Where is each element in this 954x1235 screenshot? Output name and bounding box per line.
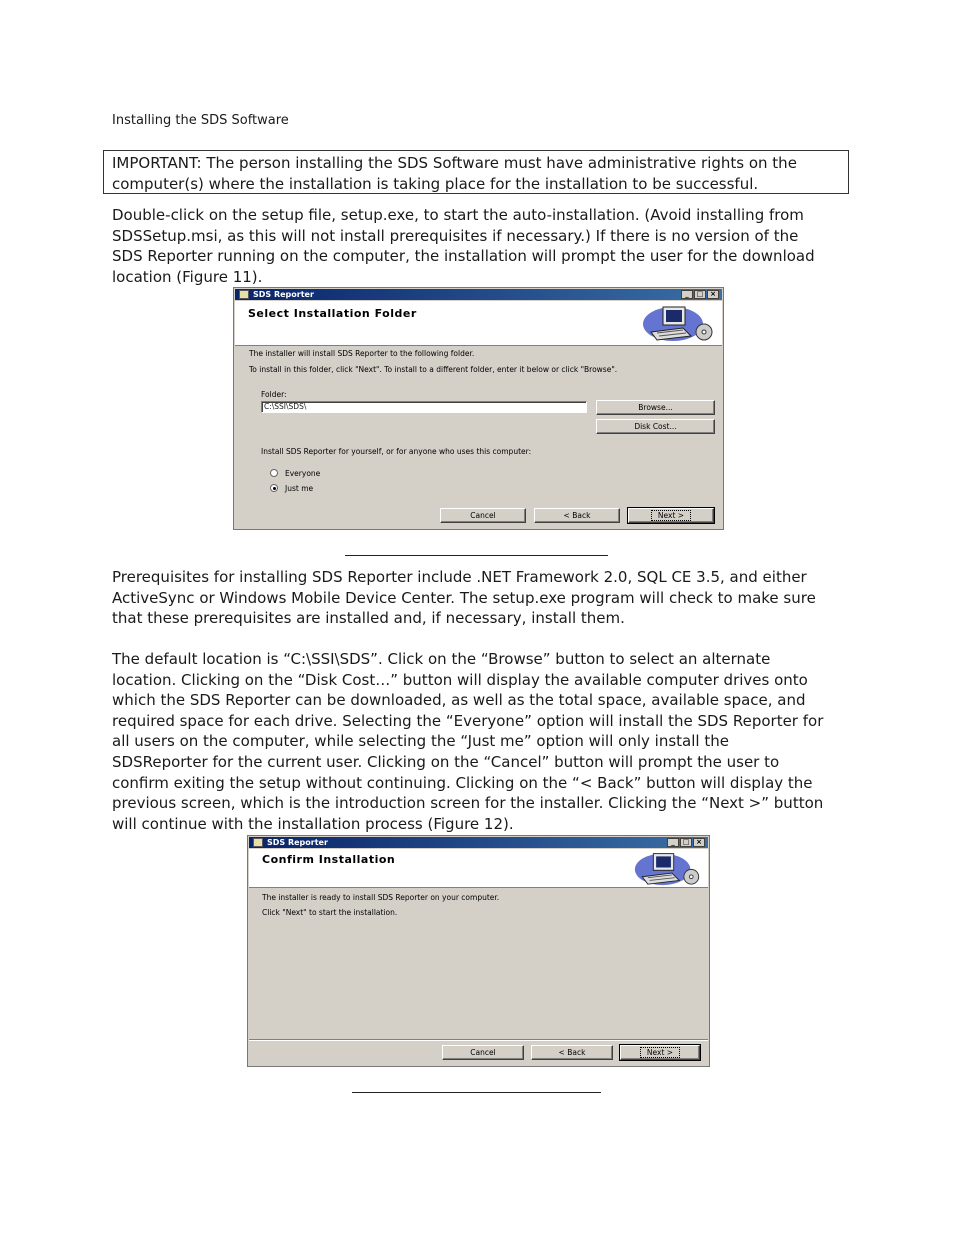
confirm-installation-dialog (247, 835, 710, 1067)
radio-just-me-label: Just me (285, 484, 314, 493)
important-label: IMPORTANT: (112, 154, 202, 172)
next-button-label: Next > (640, 1047, 680, 1058)
folder-label: Folder: (261, 390, 287, 399)
disk-cost-button[interactable]: Disk Cost... (596, 419, 715, 434)
radio-everyone[interactable] (270, 469, 278, 477)
window-title: SDS Reporter (267, 838, 328, 847)
computer-setup-icon (631, 849, 709, 886)
window-title: SDS Reporter (253, 290, 314, 299)
folder-path-input[interactable]: C:\SSI\SDS\ (261, 401, 587, 413)
paragraph-setup-instructions (112, 205, 842, 287)
dialog-titlebar (249, 837, 708, 848)
dialog-titlebar (235, 289, 722, 300)
close-icon[interactable]: × (693, 838, 705, 847)
radio-just-me[interactable] (270, 484, 278, 492)
paragraph-line: SDS Reporter running on the computer, the installation will prompt the user for the download (112, 247, 815, 266)
important-line-2: computer(s) where the installation is taking place for the installation to be successful. (112, 174, 759, 193)
next-button-label: Next > (651, 510, 691, 521)
banner-title: Select Installation Folder (248, 307, 417, 320)
section-heading: Installing the SDS Software (112, 113, 289, 128)
minimize-icon[interactable]: _ (667, 838, 679, 847)
back-button[interactable]: < Back (531, 1045, 613, 1060)
paragraph-line: will continue with the installation process (Figure 12). (112, 814, 514, 833)
important-note (112, 153, 842, 194)
paragraph-line: required space for each drive. Selecting the “Everyone” option will install the SDS Reporter for (112, 711, 824, 730)
cancel-button[interactable]: Cancel (442, 1045, 524, 1060)
dialog-banner (235, 301, 722, 346)
dialog-banner (249, 849, 708, 888)
paragraph-line: The default location is “C:\SSI\SDS”. Click on the “Browse” button to select an alternate (112, 650, 771, 668)
cancel-button[interactable]: Cancel (440, 508, 526, 523)
instruction-text-1: The installer will install SDS Reporter to the following folder. (249, 349, 475, 358)
install-for-text: Install SDS Reporter for yourself, or for anyone who uses this computer: (261, 447, 532, 456)
paragraph-line: ActiveSync or Windows Mobile Device Center. The setup.exe program will check to make sure (112, 588, 816, 607)
paragraph-line: which the SDS Reporter can be downloaded, as well as the total space, available space, and (112, 691, 806, 710)
paragraph-line: SDSSetup.msi, as this will not install prerequisites if necessary.) If there is no version of the (112, 226, 799, 245)
maximize-icon[interactable]: □ (694, 290, 706, 299)
browse-button[interactable]: Browse... (596, 400, 715, 415)
next-button[interactable] (620, 1045, 700, 1060)
figure-caption-line (345, 555, 608, 556)
back-button[interactable]: < Back (534, 508, 620, 523)
instruction-text-2: Click "Next" to start the installation. (262, 908, 398, 917)
footer-separator (249, 1039, 708, 1041)
paragraph-prerequisites (112, 567, 842, 629)
radio-everyone-label: Everyone (285, 469, 321, 478)
paragraph-line: all users on the computer, while selecting the “Just me” option will only install the (112, 732, 729, 751)
paragraph-line: Double-click on the setup file, setup.exe, to start the auto-installation. (Avoid installing from (112, 206, 804, 224)
banner-title: Confirm Installation (262, 853, 396, 866)
installer-app-icon (239, 290, 249, 299)
instruction-text-2: To install in this folder, click "Next". To install to a different folder, enter it below or click "Browse". (249, 365, 618, 374)
paragraph-line: location (Figure 11). (112, 267, 263, 286)
important-line-1: The person installing the SDS Software must have administrative rights on the (201, 154, 797, 172)
instruction-text-1: The installer is ready to install SDS Reporter on your computer. (262, 893, 500, 902)
figure-caption-line (352, 1092, 601, 1093)
paragraph-line: Prerequisites for installing SDS Reporter include .NET Framework 2.0, SQL CE 3.5, and either (112, 568, 807, 586)
paragraph-line: location. Clicking on the “Disk Cost…” button will display the available computer drives onto (112, 670, 808, 689)
minimize-icon[interactable]: _ (681, 290, 693, 299)
maximize-icon[interactable]: □ (680, 838, 692, 847)
paragraph-line: that these prerequisites are installed and, if necessary, install them. (112, 609, 625, 628)
paragraph-default-location (112, 649, 842, 834)
installer-app-icon (253, 838, 263, 847)
close-icon[interactable]: × (707, 290, 719, 299)
paragraph-line: SDSReporter for the current user. Clicking on the “Cancel” button will prompt the user to (112, 752, 780, 771)
select-installation-folder-dialog (233, 287, 724, 530)
paragraph-line: confirm exiting the setup without continuing. Clicking on the “< Back” button will display the (112, 773, 813, 792)
paragraph-line: previous screen, which is the introduction screen for the installer. Clicking the “Next >” button (112, 794, 824, 813)
computer-setup-icon (641, 302, 721, 342)
next-button[interactable] (628, 508, 714, 523)
